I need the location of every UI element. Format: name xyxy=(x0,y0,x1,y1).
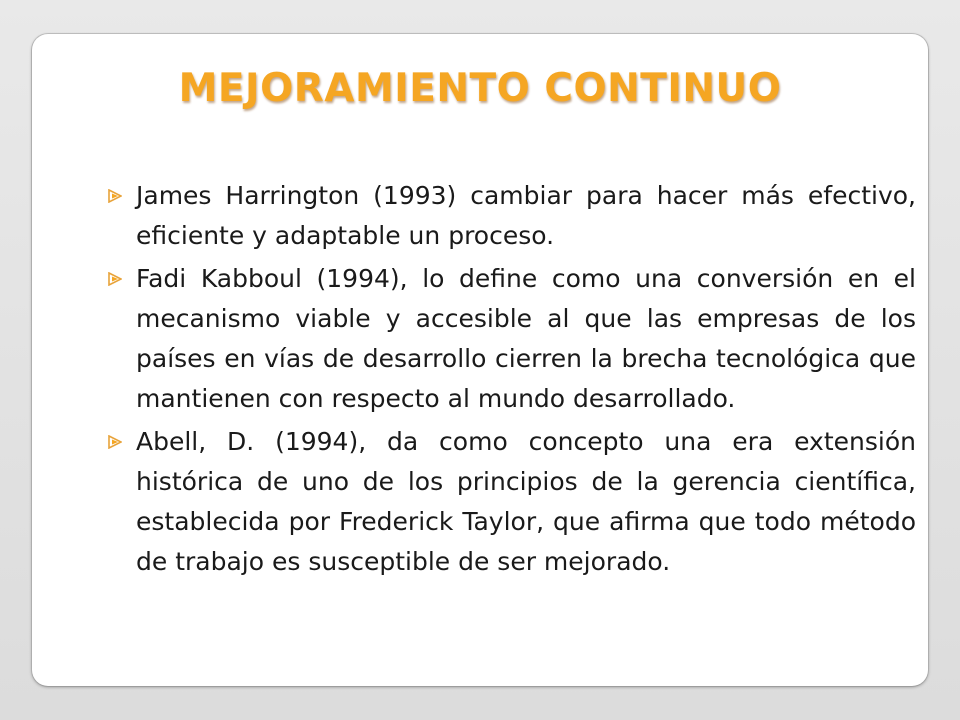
bullet-list xyxy=(108,176,916,585)
bullet-item-abell xyxy=(108,422,916,582)
arrowhead-bullet-icon xyxy=(108,176,124,216)
bullet-text: Abell, D. (1994), da como concepto una era extensión histórica de uno de los principios de la gerencia científica, establecida por Frederick Taylor, que afirma que todo método de trabajo es susceptible de ser mejorado. xyxy=(136,427,916,576)
bullet-text: Fadi Kabboul (1994), lo define como una conversión en el mecanismo viable y accesible al que las empresas de los países en vías de desarrollo cierren la brecha tecnológica que mantienen con respecto al mundo desarrollado. xyxy=(136,264,916,413)
bullet-item-harrington xyxy=(108,176,916,256)
bullet-item-kabboul xyxy=(108,259,916,419)
slide-title: MEJORAMIENTO CONTINUO xyxy=(178,66,782,111)
slide-card xyxy=(32,34,928,686)
arrowhead-bullet-icon xyxy=(108,422,124,462)
bullet-text: James Harrington (1993) cambiar para hacer más efectivo, eficiente y adaptable un proceso. xyxy=(136,181,916,250)
arrowhead-bullet-icon xyxy=(108,259,124,299)
